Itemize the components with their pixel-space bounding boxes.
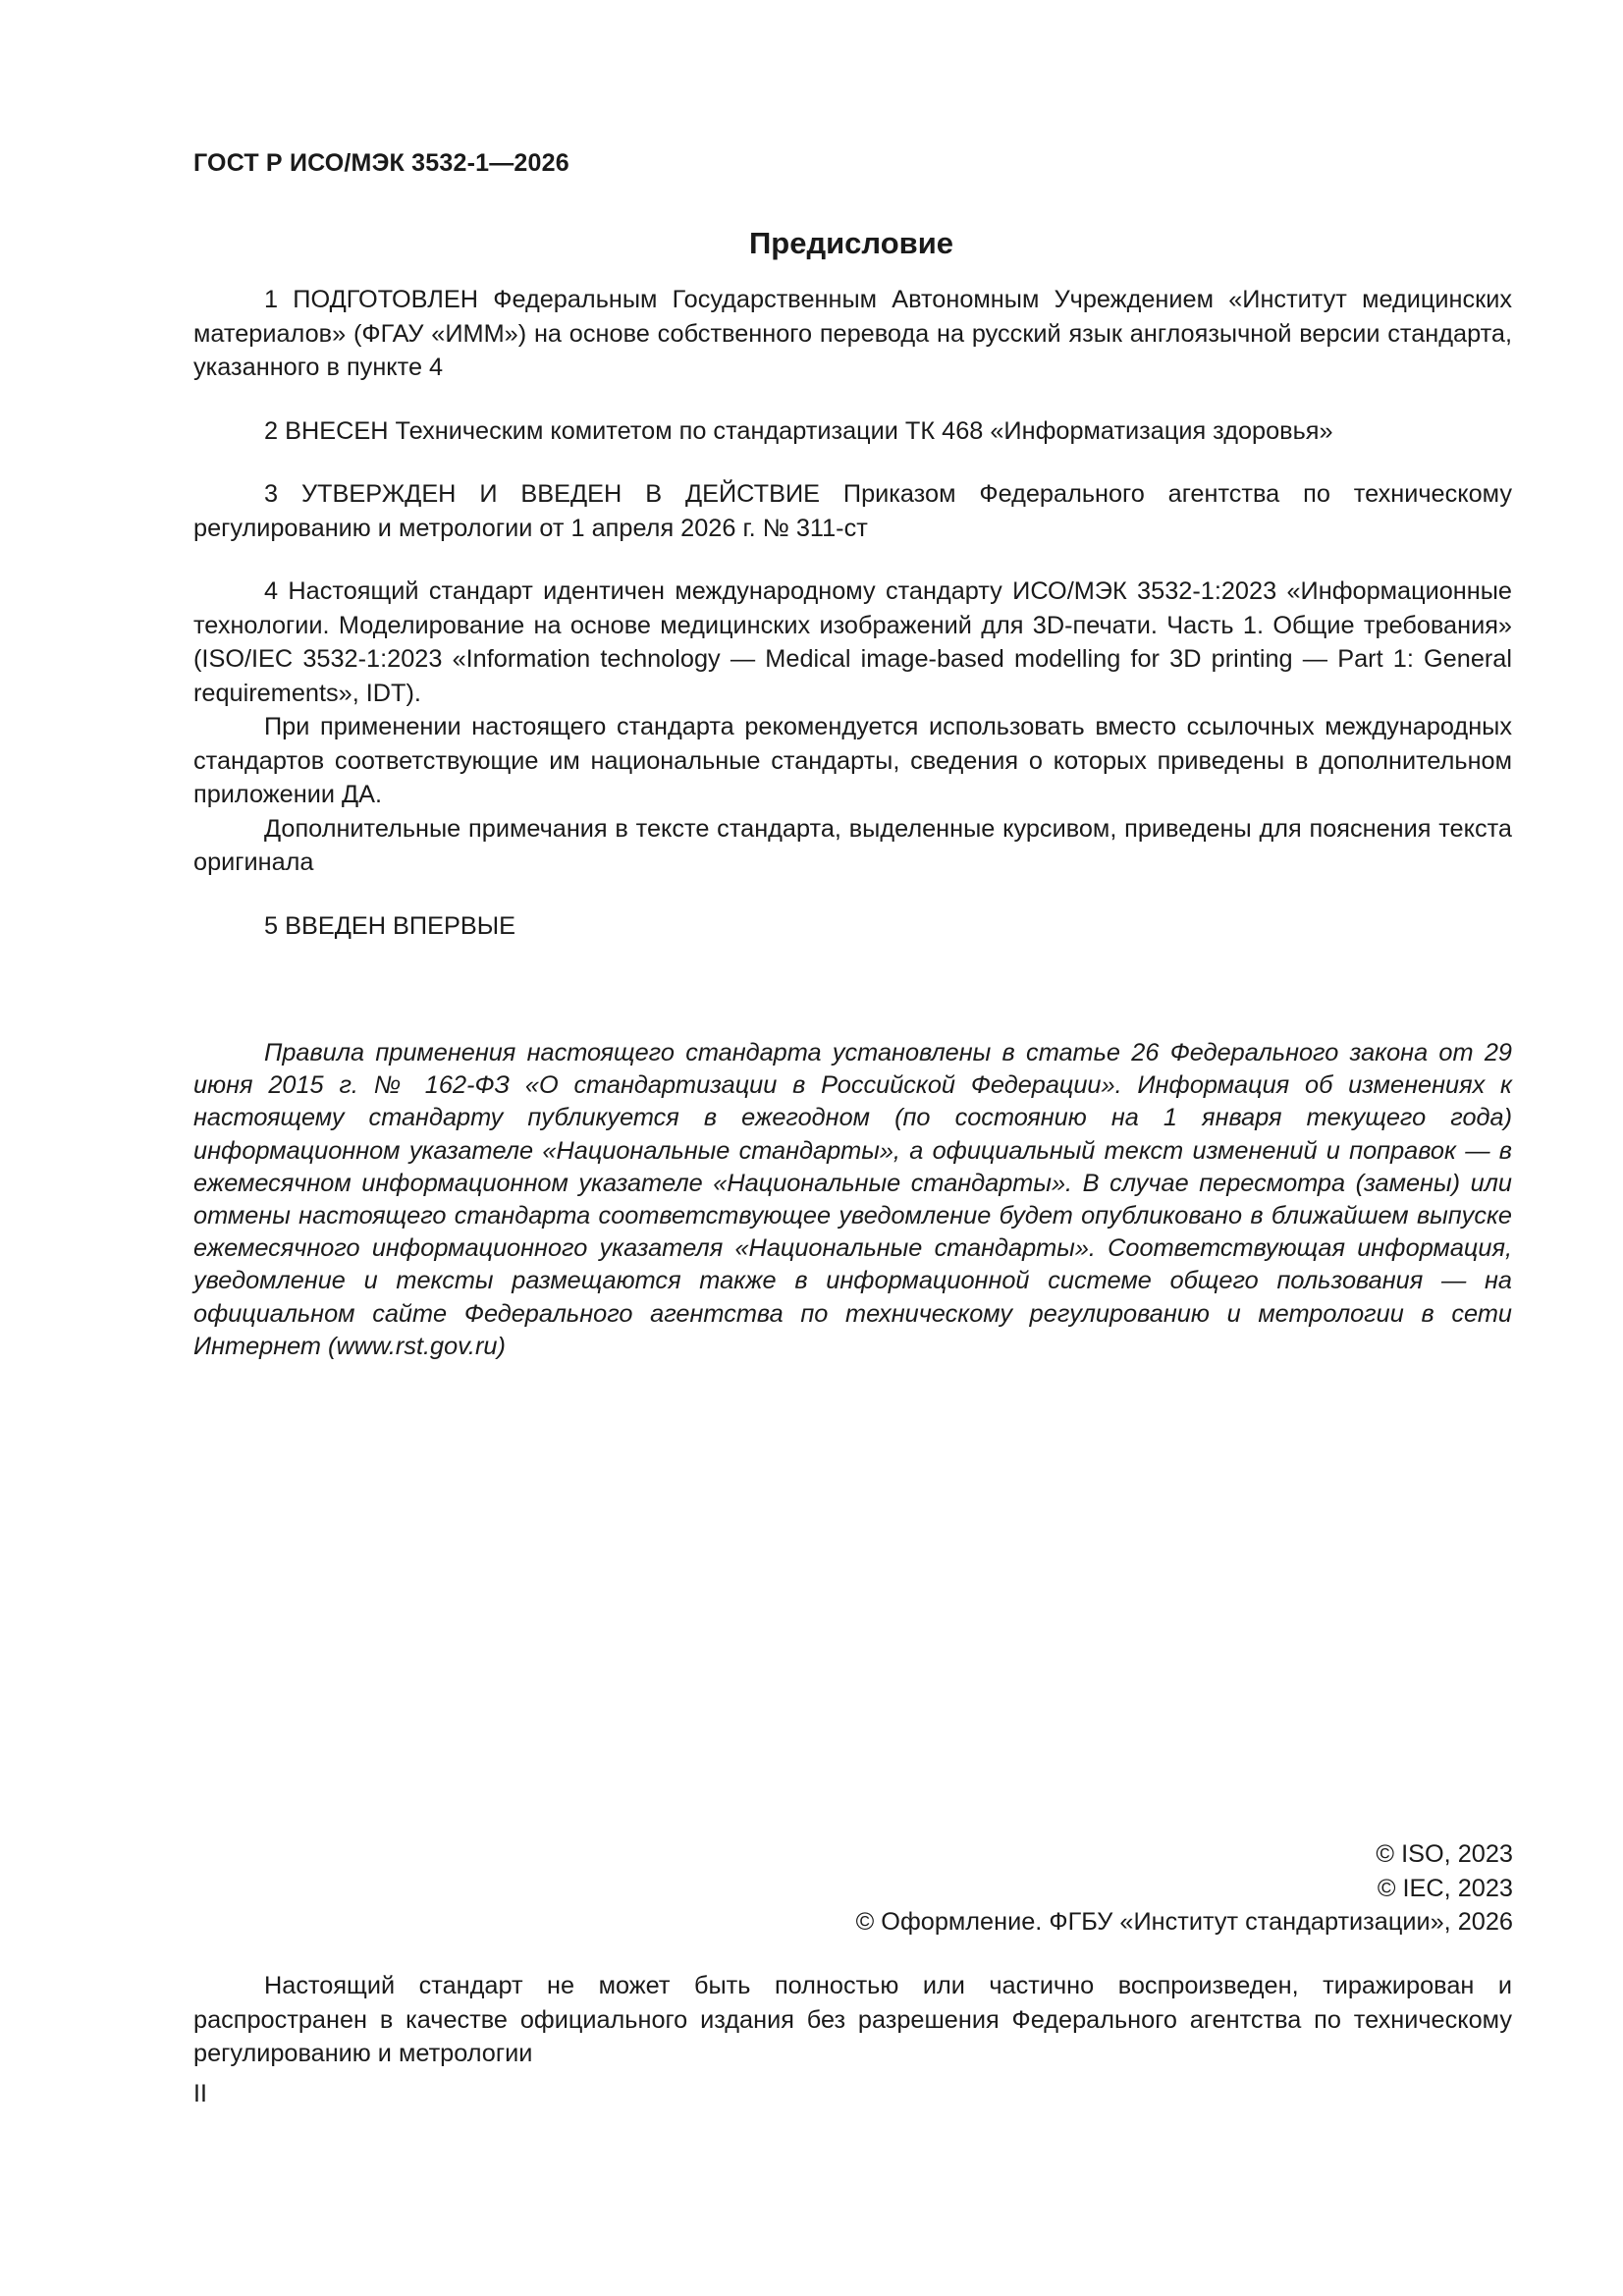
document-id: ГОСТ Р ИСО/МЭК 3532-1—2026 [193,149,569,177]
foreword-block [193,283,1512,943]
foreword-item-4-note-1: При применении настоящего стандарта рекомендуется использовать вместо ссылочных международных стандартов соответствующие им национальные стандарты, сведения о которых приведены в дополнительном приложении ДА. [193,713,1512,808]
reproduction-notice: Настоящий стандарт не может быть полностью или частично воспроизведен, тиражирован и распространен в качестве официального издания без разрешения Федерального агентства по техническому регулированию и метрологии [193,1972,1512,2067]
foreword-item-5: 5 ВВЕДЕН ВПЕРВЫЕ [264,911,515,940]
legal-notice: Правила применения настоящего стандарта установлены в статье 26 Федерального закона от 29 июня 2015 г. № 162-ФЗ «О стандартизации в Российской Федерации». Информация об изменениях к настоящему стандарту публикуется в ежегодном (по состоянию на 1 января текущего года) информационном указателе «Национальные стандарты», а официальный текст изменений и поправок — в ежемесячном информационном указателе «Национальные стандарты». В случае пересмотра (замены) или отмены настоящего стандарта соответствующее уведомление будет опубликовано в ближайшем выпуске ежемесячного информационного указателя «Национальные стандарты». Соответствующая информация, уведомление и тексты размещаются также в информационной системе общего пользования — на официальном сайте Федерального агентства по техническому регулированию и метрологии в сети Интернет (www.rst.gov.ru) [193,1039,1512,1360]
copyright-iec: © IEC, 2023 [1377,1874,1513,1902]
foreword-item-1: 1 ПОДГОТОВЛЕН Федеральным Государственным Автономным Учреждением «Институт медицинских материалов» (ФГАУ «ИММ») на основе собственного перевода на русский язык англоязычной версии стандарта, указанного в пункте 4 [193,286,1512,381]
page-number: II [193,2080,207,2107]
foreword-item-2: 2 ВНЕСЕН Техническим комитетом по стандартизации ТК 468 «Информатизация здоровья» [264,416,1333,445]
copyright-block [856,1837,1513,1940]
copyright-iso: © ISO, 2023 [1376,1840,1513,1868]
copyright-design: © Оформление. ФГБУ «Институт стандартизации», 2026 [855,1908,1513,1936]
section-title: Предисловие [748,226,953,260]
foreword-item-4: 4 Настоящий стандарт идентичен международному стандарту ИСО/МЭК 3532-1:2023 «Информационные технологии. Моделирование на основе медицинских изображений для 3D-печати. Часть 1. Общие требования» (ISO/IEC 3532-1:2023 «Information technology — Medical image-based modelling for 3D printing — Part 1: General requirements», IDT). [193,577,1512,707]
foreword-item-3: 3 УТВЕРЖДЕН И ВВЕДЕН В ДЕЙСТВИЕ Приказом Федерального агентства по техническому регулированию и метрологии от 1 апреля 2026 г. № 311-ст [193,480,1512,542]
foreword-item-4-note-2: Дополнительные примечания в тексте стандарта, выделенные курсивом, приведены для пояснения текста оригинала [193,814,1512,876]
